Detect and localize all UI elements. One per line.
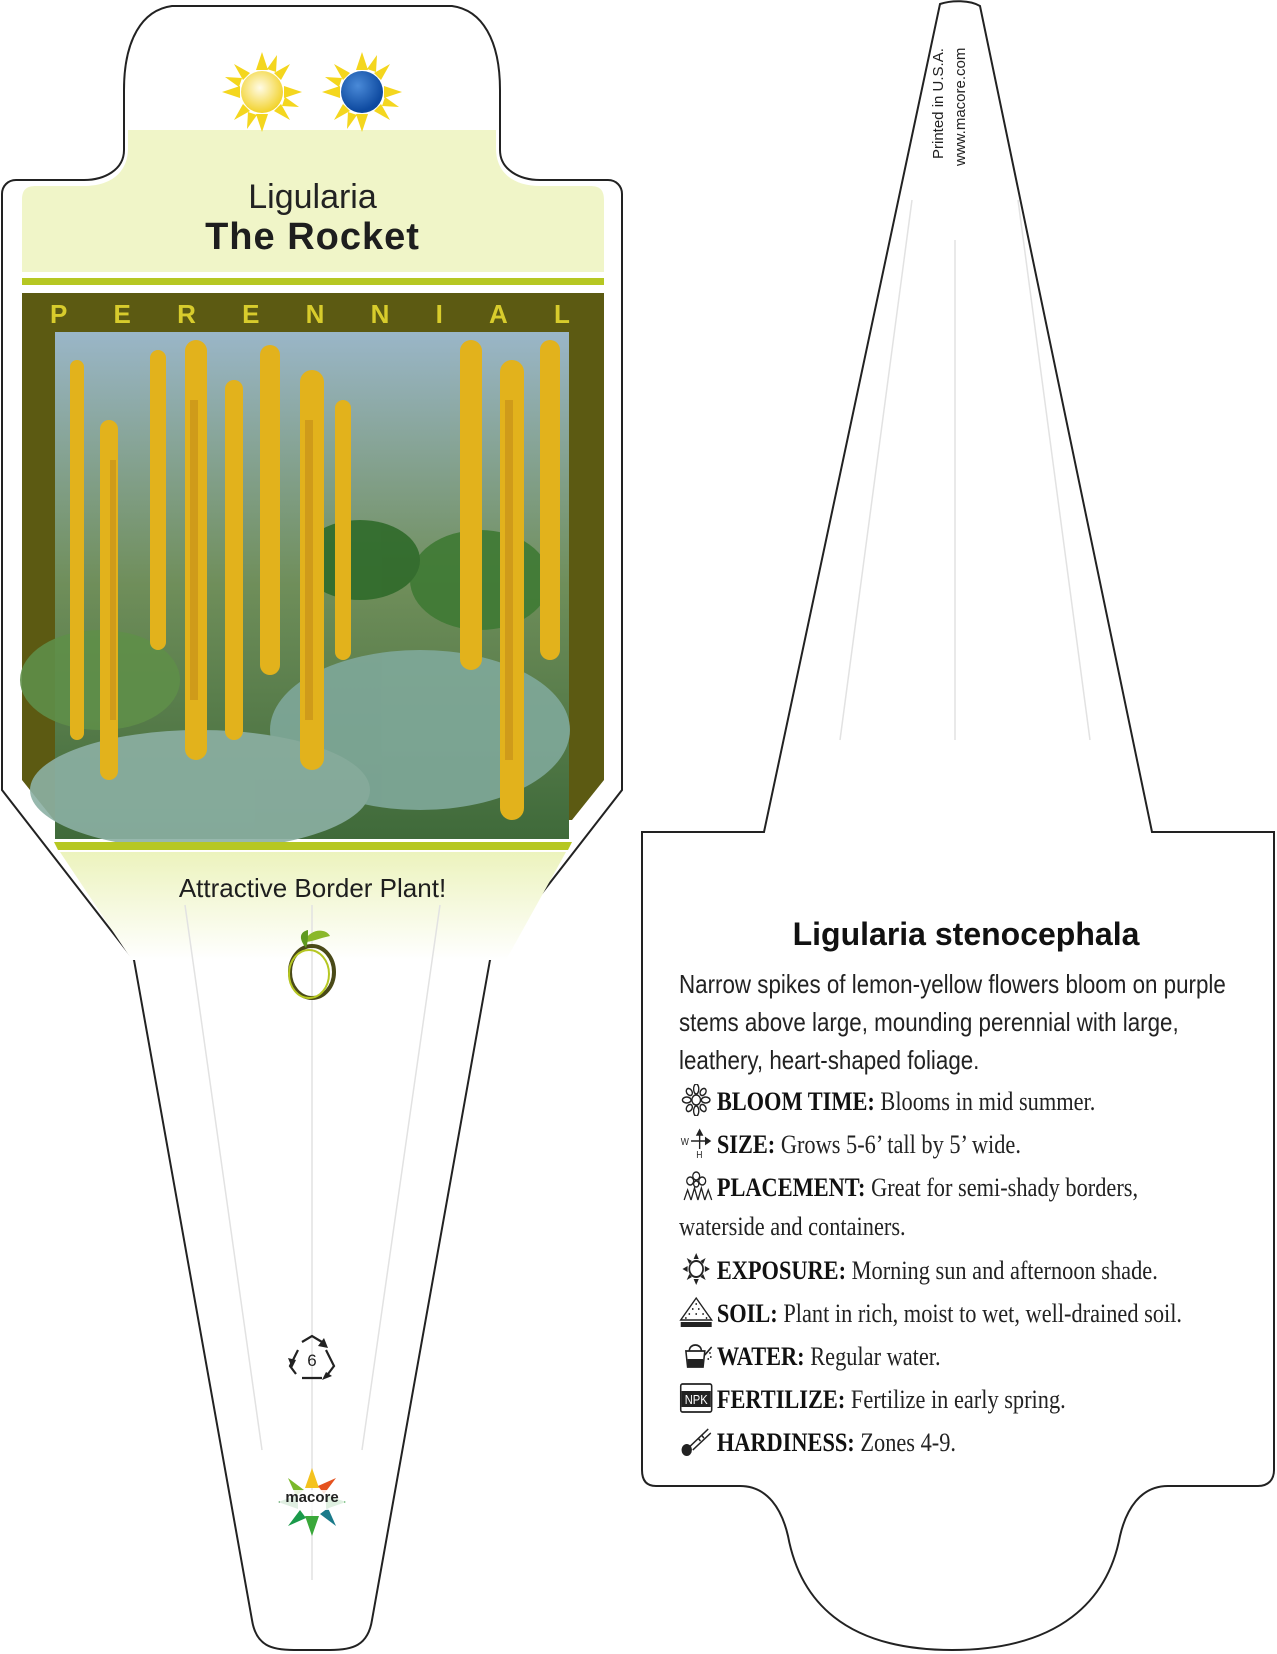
care-row-placement xyxy=(679,1169,1247,1207)
tagline: Attractive Border Plant! xyxy=(178,873,447,903)
care-row-water xyxy=(679,1338,1247,1376)
category-letter: N xyxy=(370,299,390,329)
fertilizer-icon xyxy=(679,1382,713,1414)
care-row-placement-continuation: waterside and containers. xyxy=(679,1212,906,1241)
thermometer-icon xyxy=(679,1425,713,1457)
care-row-bloom xyxy=(679,1083,1247,1121)
care-text: Plant in rich, moist to wet, well-drained soil. xyxy=(777,1299,1183,1328)
size-w-letter: W xyxy=(680,1136,689,1148)
care-text: Morning sun and afternoon shade. xyxy=(846,1256,1158,1285)
category-letter: I xyxy=(435,299,443,329)
full-sun-icon xyxy=(222,52,302,132)
care-text: Great for semi-shady borders, xyxy=(865,1173,1139,1202)
care-label: BLOOM TIME: xyxy=(716,1087,875,1116)
sun-icon xyxy=(679,1253,713,1285)
care-label: PLACEMENT: xyxy=(716,1173,866,1202)
care-text: Regular water. xyxy=(804,1342,941,1371)
care-label: SIZE: xyxy=(716,1130,776,1159)
placement-icon xyxy=(679,1170,713,1202)
printed-origin: Printed in U.S.A. xyxy=(930,48,947,159)
care-label: WATER: xyxy=(716,1342,805,1371)
plant-description: Narrow spikes of lemon-yellow flowers bloom on purple stems above large, mounding perennial with large, leathery, heart-shaped foliage. xyxy=(679,969,1226,1075)
care-text: Zones 4-9. xyxy=(854,1428,956,1457)
size-icon xyxy=(679,1127,713,1159)
flower-icon xyxy=(679,1084,713,1116)
printed-info xyxy=(928,48,972,218)
category-letter: E xyxy=(242,299,260,329)
recycle-number: 6 xyxy=(307,1351,317,1370)
size-h-letter: H xyxy=(696,1149,703,1159)
care-row-fertilize xyxy=(679,1381,1247,1419)
category-letter: P xyxy=(50,299,68,329)
care-label: HARDINESS: xyxy=(716,1428,855,1457)
care-row-hardiness xyxy=(679,1424,1247,1462)
genus-name: Ligularia xyxy=(248,178,377,216)
brand-name: macore xyxy=(285,1489,339,1506)
care-row-exposure xyxy=(679,1252,1247,1290)
care-row-soil xyxy=(679,1295,1247,1333)
npk-label: NPK xyxy=(684,1392,708,1408)
care-label: FERTILIZE: xyxy=(716,1385,846,1414)
cultivar-name: The Rocket xyxy=(205,216,420,258)
care-text: Grows 5-6’ tall by 5’ wide. xyxy=(775,1130,1021,1159)
care-label: SOIL: xyxy=(716,1299,778,1328)
category-letter: L xyxy=(554,299,570,329)
part-shade-icon xyxy=(322,52,402,132)
care-row-size xyxy=(679,1126,1247,1164)
care-text: Fertilize in early spring. xyxy=(845,1385,1066,1414)
category-label xyxy=(50,299,570,330)
category-letter: A xyxy=(489,299,508,329)
category-letter: E xyxy=(113,299,131,329)
care-text: Blooms in mid summer. xyxy=(874,1087,1096,1116)
website: www.macore.com xyxy=(952,48,969,167)
care-label: EXPOSURE: xyxy=(716,1256,847,1285)
category-letter: N xyxy=(305,299,325,329)
species-name: Ligularia stenocephala xyxy=(792,916,1140,952)
soil-icon xyxy=(679,1296,713,1328)
watering-can-icon xyxy=(679,1339,713,1371)
category-letter: R xyxy=(177,299,196,329)
